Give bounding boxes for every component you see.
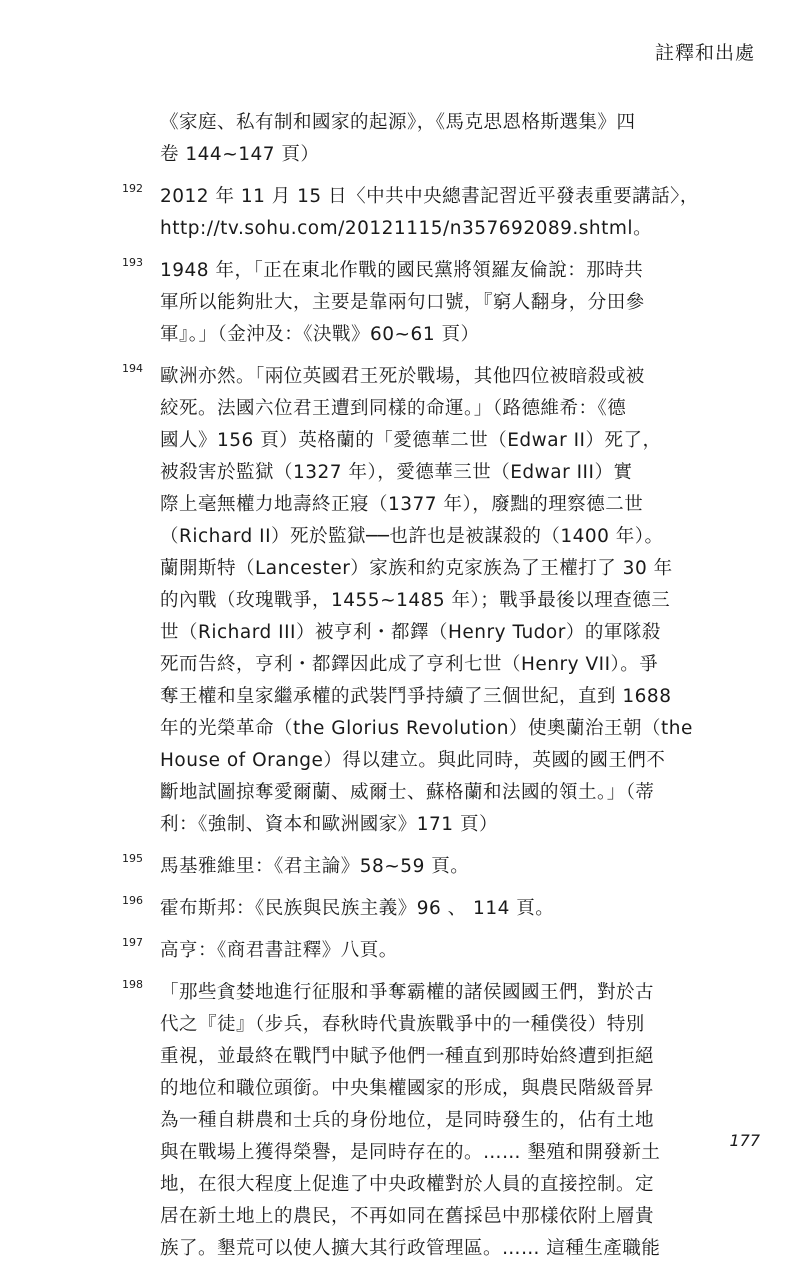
- text-line: http://tv.sohu.com/20121115/n357692089.shtml。: [160, 218, 653, 239]
- footnote-number: 197: [122, 936, 143, 949]
- footnote-list: [122, 181, 700, 1265]
- text-line: House of Orange）得以建立。與此同時，英國的國王們不: [160, 750, 666, 771]
- footnote-number: 192: [122, 182, 143, 195]
- text-line: 與在戰場上獲得榮譽，是同時存在的。…… 墾殖和開發新土: [160, 1142, 661, 1163]
- footnote: [122, 893, 700, 925]
- text-line: 被殺害於監獄（1327 年），愛德華三世（Edwar III）實: [160, 462, 633, 483]
- text-line: 2012 年 11 月 15 日〈中共中央總書記習近平發表重要講話〉，: [160, 186, 699, 207]
- text-line: 死而告終，亨利・都鐸因此成了亨利七世（Henry VII）。爭: [160, 654, 659, 675]
- running-header: 註釋和出處: [654, 42, 755, 64]
- text-line: 高亨：《商君書註釋》八頁。: [160, 940, 398, 961]
- text-line: 「那些貪婪地進行征服和爭奪霸權的諸侯國國王們，對於古: [160, 982, 655, 1003]
- text-line: 絞死。法國六位君王遭到同樣的命運。」（路德維希：《德: [160, 398, 627, 419]
- text-line: 為一種自耕農和士兵的身份地位，是同時發生的，佔有土地: [160, 1110, 655, 1131]
- page-number: 177: [729, 1131, 760, 1150]
- text-line: 世（Richard III）被亨利・都鐸（Henry Tudor）的軍隊殺: [160, 622, 661, 643]
- text-line: 國人》156 頁）英格蘭的「愛德華二世（Edwar II）死了，: [160, 430, 662, 451]
- notes-body: [122, 107, 700, 1265]
- text-line: 斷地試圖掠奪愛爾蘭、威爾士、蘇格蘭和法國的領土。」（蒂: [160, 782, 655, 803]
- footnote: [122, 851, 700, 883]
- footnote: [122, 361, 700, 841]
- text-line: 的地位和職位頭銜。中央集權國家的形成，與農民階級晉昇: [160, 1078, 655, 1099]
- footnote-text: [160, 935, 700, 967]
- footnote-text: [160, 255, 700, 351]
- footnote-number: 195: [122, 852, 143, 865]
- footnote-text: [160, 181, 700, 245]
- footnote-number: 198: [122, 978, 143, 991]
- text-line: 馬基雅維里：《君主論》58~59 頁。: [160, 856, 470, 877]
- text-line: 軍所以能夠壯大，主要是靠兩句口號，『窮人翻身，分田參: [160, 292, 645, 313]
- text-line: 族了。墾荒可以使人擴大其行政管理區。…… 這種生產職能: [160, 1238, 661, 1259]
- text-line: 蘭開斯特（Lancester）家族和約克家族為了王權打了 30 年: [160, 558, 673, 579]
- footnote: [122, 977, 700, 1265]
- text-line: 地，在很大程度上促進了中央政權對於人員的直接控制。定: [160, 1174, 655, 1195]
- footnote-number: 193: [122, 256, 143, 269]
- text-line: 奪王權和皇家繼承權的武裝鬥爭持續了三個世紀，直到 1688: [160, 686, 672, 707]
- text-line: 居在新土地上的農民，不再如同在舊採邑中那樣依附上層貴: [160, 1206, 655, 1227]
- text-line: 代之『徒』（步兵，春秋時代貴族戰爭中的一種僕役）特別: [160, 1014, 645, 1035]
- text-line: 1948 年，「正在東北作戰的國民黨將領羅友倫說：那時共: [160, 260, 644, 281]
- text-line: 利：《強制、資本和歐洲國家》171 頁）: [160, 814, 498, 835]
- text-line: 軍』。」（金沖及：《決戰》60~61 頁）: [160, 324, 480, 345]
- text-line: 霍布斯邦：《民族與民族主義》96 、 114 頁。: [160, 898, 555, 919]
- text-line: 歐洲亦然。「兩位英國君王死於戰場，其他四位被暗殺或被: [160, 366, 645, 387]
- text-line: 重視，並最終在戰鬥中賦予他們一種直到那時始終遭到拒絕: [160, 1046, 655, 1067]
- text-line: 《家庭、私有制和國家的起源》，《馬克思恩格斯選集》四: [160, 112, 636, 133]
- footnote: [122, 181, 700, 245]
- footnote-number: 194: [122, 362, 143, 375]
- footnote-number: 196: [122, 894, 143, 907]
- footnote: [122, 255, 700, 351]
- footnote-text: [160, 977, 700, 1265]
- footnote: [122, 935, 700, 967]
- text-line: （Richard II）死於監獄──也許也是被謀殺的（1400 年）。: [160, 526, 664, 547]
- footnote-text: [160, 361, 700, 841]
- footnote-text: [160, 851, 700, 883]
- text-line: 卷 144~147 頁）: [160, 144, 320, 165]
- text-line: 年的光榮革命（the Glorius Revolution）使奧蘭治王朝（the: [160, 718, 693, 739]
- text-line: 際上毫無權力地壽終正寢（1377 年），廢黜的理察德二世: [160, 494, 644, 515]
- footnote-text: [160, 893, 700, 925]
- continued-note-text: [160, 107, 700, 171]
- text-line: 的內戰（玫瑰戰爭，1455~1485 年）；戰爭最後以理查德三: [160, 590, 671, 611]
